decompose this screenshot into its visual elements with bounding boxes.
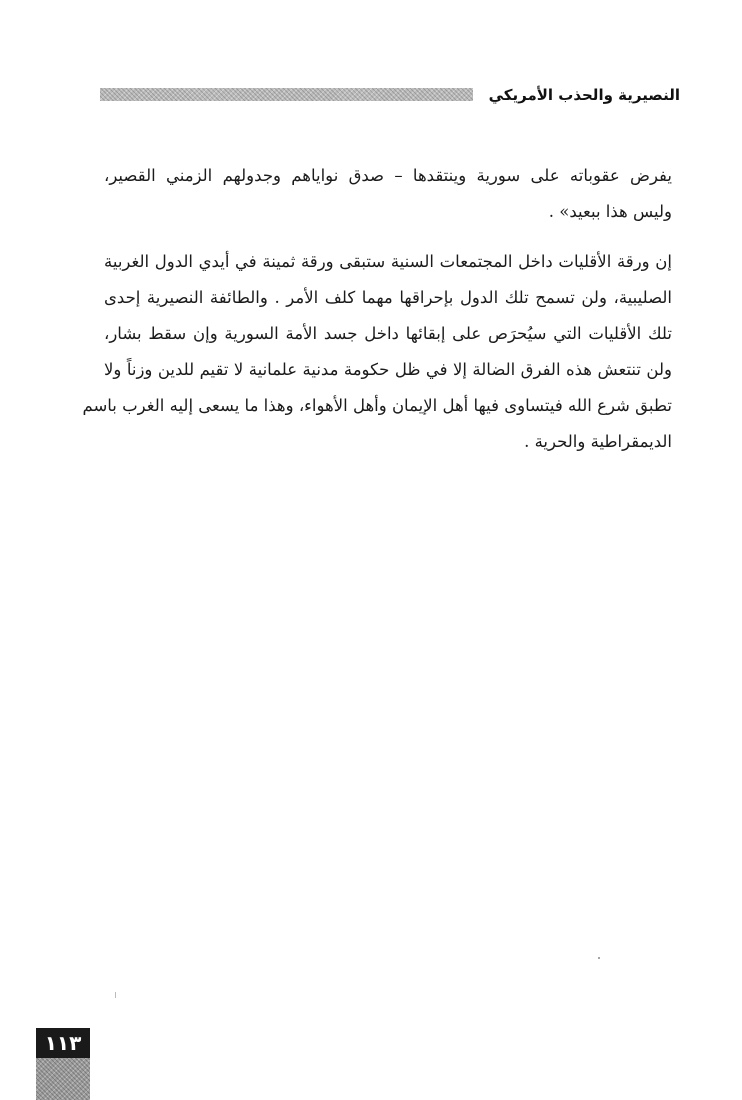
text-line: الديمقراطية والحرية . — [524, 432, 672, 451]
header-title: النصيرية والحذب الأمريكي — [488, 86, 680, 104]
text-line: تطبق شرع الله فيتساوى فيها أهل الإيمان وأهل الأهواء، وهذا ما يسعى إليه الغرب باسم — [82, 396, 672, 415]
scan-speck — [598, 957, 600, 959]
page-number: ١١٣ — [36, 1028, 90, 1058]
text-line: يفرض عقوباته على سورية وينتقدها – صدق نواياهم وجدولهم الزمني القصير، — [104, 166, 672, 185]
running-header — [100, 82, 680, 108]
header-decorative-band — [100, 88, 473, 101]
paragraph-1 — [104, 158, 672, 230]
paragraph-2 — [82, 244, 672, 460]
text-line: إن ورقة الأقليات داخل المجتمعات السنية ستبقى ورقة ثمينة في أيدي الدول الغربية — [104, 252, 672, 271]
text-line: ولن تنتعش هذه الفرق الضالة إلا في ظل حكومة مدنية علمانية لا تقيم للدين وزناً ولا — [104, 360, 672, 379]
page-number-box — [36, 1028, 90, 1100]
text-line: الصليبية، ولن تسمح تلك الدول بإحراقها مهما كلف الأمر . والطائفة النصيرية إحدى — [104, 288, 672, 307]
page-body-text — [82, 158, 672, 474]
text-line: تلك الأقليات التي سيُحرَص على إبقائها داخل جسد الأمة السورية وإن سقط بشار، — [104, 324, 672, 343]
scan-speck — [115, 992, 116, 998]
text-line: وليس هذا ببعيد» . — [548, 202, 672, 221]
